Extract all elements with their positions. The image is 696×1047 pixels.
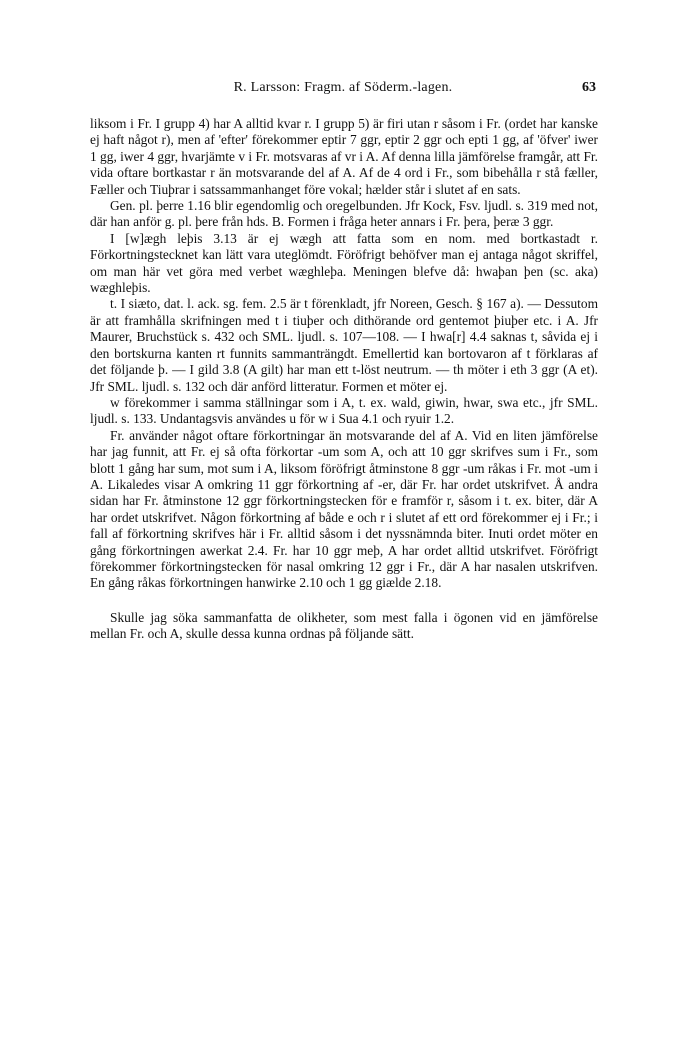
page-number: 63 — [582, 80, 596, 95]
paragraph-waegh-lepis: I [w]ægh leþis 3.13 är ej wægh att fatta som en nom. med bortkastadt r. Förkortningstecknet kan lätt vara uteglömdt. Föröfrigt behöfver man ej antaga något skriffel, om man här vet göra med verbet wæghleþa. Meningen blefve då: hwaþan þen (sc. aka) wæghleþis. — [90, 230, 598, 296]
running-head — [90, 80, 596, 100]
paragraph-summary: Skulle jag söka sammanfatta de olikheter, som mest falla i ögonen vid en jämförelse mellan Fr. och A, skulle dessa kunna ordnas på följande sätt. — [90, 609, 598, 642]
body-text — [90, 116, 598, 643]
paragraph-letter-t: t. I siæto, dat. l. ack. sg. fem. 2.5 är t förenkladt, jfr Noreen, Gesch. § 167 a). — Dessutom är att framhålla skrifningen med t i tiuþer och dithörande ord gentemot þiuþer etc. i A. Jfr Maurer, Bruchstück s. 432 och SML. ljudl. s. 107—108. — I hwa[r] 4.4 saknas t, såvida ej i den bortskurna kanten rt funnits sammanträngdt. Emellertid kan bortovaron af t förklaras af det följande þ. — I gild 3.8 (A gilt) har man ett t-löst neutrum. — th möter i eth 3 ggr (A et). Jfr SML. ljudl. s. 132 och där anförd litteratur. Formen et möter ej. — [90, 296, 598, 394]
paragraph-genitive-plural: Gen. pl. þerre 1.16 blir egendomlig och oregelbunden. Jfr Kock, Fsv. ljudl. s. 319 med not, där han anför g. pl. þere från hds. B. Formen i fråga heter annars i Fr. þera, þeræ 3 ggr. — [90, 198, 598, 230]
paragraph-abbreviations: Fr. använder något oftare förkortningar än motsvarande del af A. Vid en liten jämförelse har jag funnit, att Fr. ej så ofta förkortar -um som A, och att 10 ggr skrifves sum i Fr., som blott 1 gång har sum, mot sum i A, liksom föröfrigt åtminstone 8 ggr -um råkas i Fr. mot -um i A. Likaledes visar A omkring 11 ggr förkortning af -er, där Fr. har ordet utskrifvet. Å andra sidan har Fr. åtminstone 12 ggr förkortningstecken för e framför r, såsom i t. ex. biter, där A har ordet utskrifvet. Någon förkortning af både e och r i slutet af ett ord förekommer ej i Fr.; i fall af förkortning skrifves här i Fr. alltid såsom i det nyssnämnda biter. Inuti ordet möter en gång förkortningen awerkat 2.4. Fr. har 10 ggr meþ, A har ordet alltid utskrifvet. Föröfrigt förekommer förkortningstecken för nasal omkring 12 ggr i Fr., där A har nasalen utskrifven. En gång råkas förkortningen hanwirke 2.10 och 1 gg giælde 2.18. — [90, 427, 598, 591]
running-title: R. Larsson: Fragm. af Söderm.-lagen. — [233, 80, 453, 95]
paragraph-letter-w: w förekommer i samma ställningar som i A, t. ex. wald, giwin, hwar, swa etc., jfr SML. ljudl. s. 133. Undantagsvis användes u för w i Sua 4.1 och ryuir 1.2. — [90, 394, 598, 427]
paragraph-liksom: liksom i Fr. I grupp 4) har A alltid kvar r. I grupp 5) är firi utan r såsom i Fr. (ordet har kanske ej haft något r), men af 'efter' förekommer eptir 7 ggr, eptir 2 ggr och epti 1 gg, af 'öfver' iwer 1 gg, iwer 4 ggr, hvarjämte v i Fr. motsvaras af vr i A. Af denna lilla jämförelse framgår, att Fr. vida oftare bortkastar r än motsvarande del af A. Af de 4 ord i Fr., som bibehålla r stå fæller, Fæller och Tiuþrar i satssammanhanget före vokal; hælder står i slutet af en sats. — [90, 116, 598, 197]
